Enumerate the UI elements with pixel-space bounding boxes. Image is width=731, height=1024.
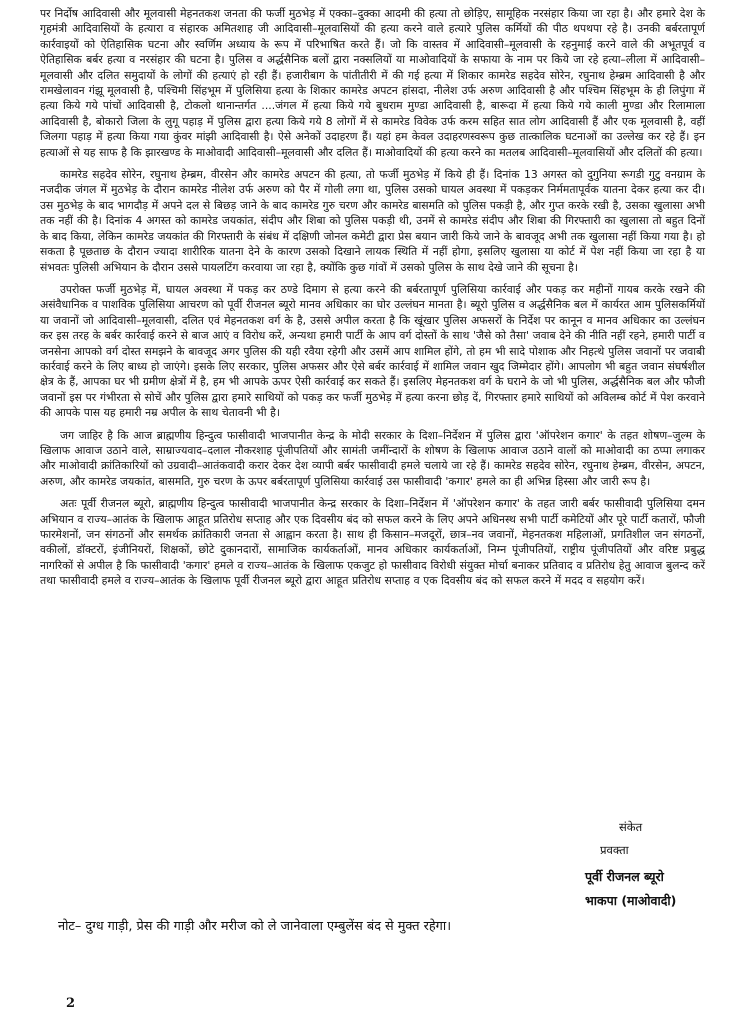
paragraph-2: कामरेड सहदेव सोरेन, रघुनाथ हेम्ब्रम, वीरसेन और कामरेड अपटन की हत्या, तो फर्जी मुठभेड़ में किये ही हैं। दिनांक 13 अगस्त को दुगुनिया रूगडी गुटु वनग्राम के नजदीक जंगल में मुठभेड़ के दौरान कामरेड नीलेश उर्फ अरुण को पैर में गोली लगा था, पुलिस उसको घायल अवस्था में पकड़कर निर्ममतापूर्वक यातना देकर हत्या कर दी। उस मुठभेड़ के बाद भागदौड़ में अपने दल से बिछड़ जाने के बाद कामरेड गुरु चरण और कामरेड बासमति को पुलिस पकड़ी है, और गुप्त करके रखी है, उसका खुलासा अभी तक नहीं की है। दिनांक 4 अगस्त को कामरेड जयकांत, संदीप और शिबा को पुलिस पकड़ी थी, उनमें से कामरेड संदीप और शिबा की गिरफ्तारी का खुलासा तो बहुत दिनों के बाद किया, लेकिन कामरेड जयकांत की गिरफ्तारी के संबंध में दक्षिणी जोनल कमेटी द्वारा प्रेस बयान जारी किये जाने के बावजूद अभी तक खुलासा नहीं किया गया है। हो सकता है पूछताछ के दौरान ज्यादा शारीरिक यातना देने के कारण उसको दिखाने लायक स्थिति में नहीं होगा, इसलिए खुलासा या कोर्ट में पेश नहीं किया जा रहा है या संभवतः पुलिसी अभियान के दौरान उससे पायलटिंग करवाया जा रहा है, क्योंकि कुछ गांवों में उसको पुलिस के साथ देखे जाने की सूचना है। [40, 168, 705, 274]
signature-bureau: पूर्वी रीजनल ब्यूरो [585, 869, 664, 884]
document-body [40, 6, 705, 596]
footnote: नोट– दुग्ध गाड़ी, प्रेस की गाड़ी और मरीज को ले जानेवाला एम्बुलेंस बंद से मुक्त रहेगा। [58, 919, 452, 934]
page-number: 2 [66, 996, 76, 1011]
signature-signed: संकेत [619, 820, 643, 834]
signature-party: भाकपा (माओवादी) [585, 893, 677, 908]
signature-role: प्रवक्ता [600, 843, 629, 857]
paragraph-1: पर निर्दोष आदिवासी और मूलवासी मेहनतकश जनता की फर्जी मुठभेड़ में एक्का–दुक्का आदमी की हत्या तो छोड़िए, सामूहिक नरसंहार किया जा रहा है। और हमारे देश के गृहमंत्री आदिवासियों के हत्यारा व संहारक अमितशाह जी आदिवासी–मूलवासियों की हत्या करने वाले हत्यारे पुलिस कर्मियों की पीठ थपथपा रहे है। उनकी बर्बरतापूर्ण कार्रवाइयों को ऐतिहासिक घटना और स्वर्णिम अध्याय के रूप में परिभाषित करते हैं। जो कि वास्तव में आदिवासी–मूलवासी के रहनुमाई करने वाले की अभूतपूर्व व ऐतिहासिक बर्बर हत्या व नरसंहार की घटना है। पुलिस व अर्द्धसैनिक बलों द्वारा नक्सलियों या माओवादियों के सफाया के नाम पर किये जा रहे हत्या–लीला में आदिवासी–मूलवासी और दलित समुदायों के लोगों की हत्याएं हो रही हैं। हजारीबाग के पांतीतीरी में की गई हत्या में शिकार कामरेड सहदेव सोरेन, रघुनाथ हेम्ब्रम आदिवासी है और रामखेलावन गंझू मूलवासी है, पश्चिमी सिंहभूम में पुलिसिया हत्या के शिकार कामरेड अपटन हांसदा, नीलेश उर्फ अरुण आदिवासी है और पश्चिम सिंहभूम के ही लिपुंगा में हत्या किये गये पांचों आदिवासी है, टोकलो थानान्तर्गत ....जंगल में हत्या किये गये बुधराम मुण्डा आदिवासी है, बारूदा में हत्या किये गये काली मुण्डा और रिलामाला आदिवासी है, बोकारो जिला के लुगू पहाड़ में पुलिस द्वारा हत्या किये गये 8 लोगों में से कामरेड विवेक उर्फ करम सहित सात लोग आदिवासी हैं और एक मूलवासी है, वहीं जिलगा पहाड़ में हत्या किया गया कुंवर मांझी आदिवासी है। ऐसे अनेकों उदाहरण हैं। यहां हम केवल उदाहरणस्वरूप कुछ तात्कालिक घटनाओं का उल्लेख कर रहे हैं। इन हत्याओं से यह साफ है कि झारखण्ड के माओवादी आदिवासी–मूलवासी और दलित हैं। माओवादियों की हत्या करने का मतलब आदिवासी–मूलवासियों और दलितों की हत्या। [40, 7, 705, 159]
paragraph-4: जग जाहिर है कि आज ब्राह्मणीय हिन्दुत्व फासीवादी भाजपानीत केन्द्र के मोदी सरकार के दिशा–निर्देशन में पुलिस द्वारा 'ऑपरेशन कगार' के तहत शोषण–जुल्म के खिलाफ आवाज उठाने वाले, साम्राज्यवाद–दलाल नौकरशाह पूंजीपतियों और सामंती जमींन्दारों के शोषण के खिलाफ आवाज उठाने वालों को माओवादी का ठप्पा लगाकर और माओवादी क्रांतिकारियों को उग्रवादी–आतंकवादी करार देकर देश व्यापी बर्बर फासीवादी हमले चलाये जा रहे हैं। कामरेड सहदेव सोरेन, रघुनाथ हेम्ब्रम, वीरसेन, अपटन, अरुण, और कामरेड जयकांत, बासमति, गुरु चरण के ऊपर बर्बरतापूर्ण पुलिसिया कार्रवाई उस फासीवादी 'कगार' हमले का ही अभिन्न हिस्सा और जारी रूप है। [40, 428, 705, 488]
paragraph-5: अतः पूर्वी रीजनल ब्यूरो, ब्राह्मणीय हिन्दुत्व फासीवादी भाजपानीत केन्द्र सरकार के दिशा–निर्देशन में 'ऑपरेशन कगार' के तहत जारी बर्बर फासीवादी पुलिसिया दमन अभियान व राज्य–आतंक के खिलाफ आहूत प्रतिरोध सप्ताह और एक दिवसीय बंद को सफल करने के लिए अपने अधिनस्थ सभी पार्टी कमेटियों और पूरे पार्टी कतारों, फौजी फारमेशनों, जन संगठनों और समर्थक क्रांतिकारी जनता से आह्वान करता है। साथ ही किसान–मजदूरों, छात्र–नव जवानों, मेहनतकश महिलाओं, प्रगतिशील जन संगठनों, वकीलों, डॉक्टरों, इंजीनियरों, शिक्षकों, छोटे दुकानदारों, सामाजिक कार्यकर्ताओं, मानव अधिकार कार्यकर्ताओं, निम्न पूंजीपतियों, राष्ट्रीय पूंजीपतियों और वरिष्ट प्रबुद्ध नागरिकों से अपील है कि फासीवादी 'कगार' हमले व राज्य–आतंक के खिलाफ एकजुट हो फासीवाद विरोधी संयुक्त मोर्चा बनाकर प्रतिवाद व प्रतिरोध हेतु आवाज बुलन्द करें तथा फासीवादी हमले व राज्य–आतंक के खिलाफ पूर्वी रीजनल ब्यूरो द्वारा आहूत प्रतिरोध सप्ताह व एक दिवसीय बंद को सफल करने में मदद व सहयोग करें। [40, 497, 705, 588]
paragraph-3: उपरोक्त फर्जी मुठभेड़ में, घायल अवस्था में पकड़ कर ठण्डे दिमाग से हत्या करने की बर्बरतापूर्ण पुलिसिया कार्रवाई और पकड़ कर महीनों गायब करके रखने की असंवैधानिक व पाशविक पुलिसिया आचरण को पूर्वी रीजनल ब्यूरो मानव अधिकार का घोर उल्लंघन मानता है। ब्यूरो पुलिस व अर्द्धसैनिक बल में कार्यरत आम पुलिसकर्मियों या जवानों जो आदिवासी–मूलवासी, दलित एवं मेहनतकश वर्ग के है, उससे अपील करता है कि खूंखार पुलिस अफसरों के निर्देश पर कानून व मानव अधिकार का उल्लंघन कर इस तरह के बर्बर कार्रवाई करने से बाज आएं व विरोध करें, अन्यथा हमारी पार्टी के आप वर्ग दोस्तों के साथ 'जैसे को तैसा' जवाब देने की नीति नहीं रहने, हमारी पार्टी व जनसेना आपको वर्ग दोस्त समझने के बावजूद अगर पुलिस की यही रवैया रहेगी और उसमें आप शामिल होंगे, तो हम भी सादे पोशाक और निहत्थे पुलिस जवानों पर जवाबी कार्रवाई करने के लिए बाध्य हो जाएंगे। इसके लिए सरकार, पुलिस अफसर और ऐसे बर्बर कार्रवाई में शामिल जवान खुद जिम्मेदार होंगे। आपलोग भी बहुत जवान संघर्षशील क्षेत्र के हैं, आपका घर भी ग्रमीण क्षेत्रों में है, हम भी आपके ऊपर ऐसी कार्रवाई कर सकते हैं। इसलिए मेहनतकश वर्ग के घराने के जो भी पुलिस, अर्द्धसैनिक बल और फौजी जवानों इस पर गंभीरता से सोचें और पुलिस द्वारा हमारे साथियों को पकड़ कर फर्जी मुठभेड़ में हत्या करना छोड़ दें, गिरफ्तार हमारे साथियों को अविलम्ब कोर्ट में पेश करवाने की आपके पास यह हमारी नम्र अपील के साथ चेतावनी भी है। [40, 282, 705, 420]
